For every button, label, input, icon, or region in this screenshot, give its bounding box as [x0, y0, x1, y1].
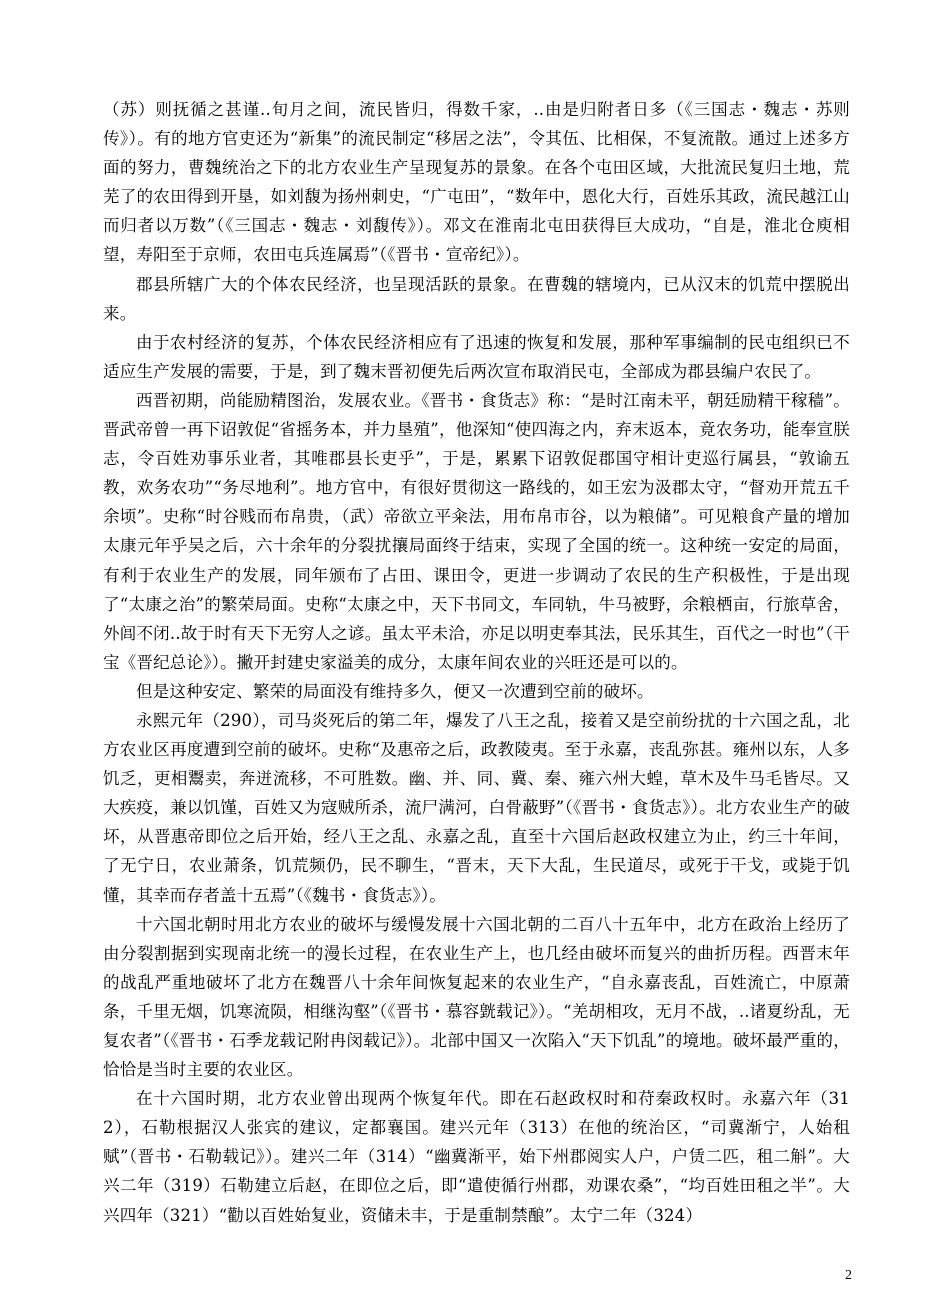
paragraph-1: （苏）则抚循之甚谨..旬月之间，流民皆归，得数千家，..由是归附者日多（《三国志・魏志・苏则传》）。有的地方官吏还为“新集”的流民制定“移居之法”，令其伍、比相保，不复流散。通过上述多方面的努力，曹魏统治之下的北方农业生产呈现复苏的景象。在各个屯田区域，大批流民复归土地，荒芜了的农田得到开垦，如刘馥为扬州刺史，“广屯田”，“数年中，恩化大行，百姓乐其政，流民越江山而归者以万数”（《三国志・魏志・刘馥传》）。邓文在淮南北屯田获得巨大成功，“自是，淮北仓庾相望，寿阳至于京师，农田屯兵连属焉”（《晋书・宣帝纪》）。 — [103, 100, 850, 265]
page-number: 2 — [845, 1268, 852, 1283]
paragraph-5: 但是这种安定、繁荣的局面没有维持多久，便又一次遭到空前的破坏。 — [136, 681, 654, 701]
paragraph-8: 在十六国时期，北方农业曾出现两个恢复年代。即在石赵政权时和苻秦政权时。永嘉六年（312），石勒根据汉人张宾的建议，定都襄国。建兴元年（313）在他的统治区，“司冀渐宁，人始租赋”（晋书・石勒载记》）。建兴二年（314）“幽冀渐平，始下州郡阅实人户，户赁二匹，租二斛”。大兴二年（319）石勒建立后赵，在即位之后，即“遣使循行州郡，劝课农桑”，“均百姓田租之半”。大兴四年（321）“勸以百姓始复业，资储未丰，于是重制禁酿”。太宁二年（324） — [103, 1089, 850, 1225]
paragraph-7: 十六国北朝时用北方农业的破坏与缓慢发展十六国北朝的二百八十五年中，北方在政治上经历了由分裂割据到实现南北统一的漫长过程，在农业生产上，也几经由破坏而复兴的曲折历程。西晋末年的战乱严重地破坏了北方在魏晋八十余年间恢复起来的农业生产，“自永嘉丧乱，百姓流亡，中原萧条，千里无烟，饥寒流陨，相继沟壑”（《晋书・慕容皝载记》）。“羌胡相攻，无月不战，..诸夏纷乱，无复农者”（《晋书・石季龙载记附冉闵载记》）。北部中国又一次陷入“天下饥乱”的境地。破坏最严重的，恰恰是当时主要的农业区。 — [103, 914, 850, 1080]
paragraph-6: 永熙元年（290），司马炎死后的第二年，爆发了八王之乱，接着又是空前纷扰的十六国之乱，北方农业区再度遭到空前的破坏。史称“及惠帝之后，政教陵夷。至于永嘉，丧乱弥甚。雍州以东，人多饥乏，更相鬻卖，奔迸流移，不可胜数。幽、并、同、冀、秦、雍六州大蝗，草木及牛马毛皆尽。又大疾疫，兼以饥馑，百姓又为寇贼所杀，流尸满河，白骨蔽野”（《晋书・食货志》）。北方农业生产的破坏，从晋惠帝即位之后开始，经八王之乱、永嘉之乱，直至十六国后赵政权建立为止，约三十年间，了无宁日，农业萧条，饥荒频仍，民不聊生，“晋末，天下大乱，生民道尽，或死于干戈，或毙于饥懂，其幸而存者盖十五焉”（《魏书・食货志》）。 — [103, 710, 850, 905]
paragraph-3: 由于农村经济的复苏，个体农民经济相应有了迅速的恢复和发展，那种军事编制的民屯组织已不适应生产发展的需要，于是，到了魏末晋初便先后两次宣布取消民屯，全部成为郡县编户农民了。 — [103, 332, 850, 381]
document-body — [103, 95, 850, 1230]
paragraph-2: 郡县所辖广大的个体农民经济，也呈现活跃的景象。在曹魏的辖境内，已从汉末的饥荒中摆脱出来。 — [103, 274, 850, 323]
paragraph-4: 西晋初期，尚能励精图治，发展农业。《晋书・食货志》称：“是时江南未平，朝廷励精干稼穑”。晋武帝曾一再下诏敦促“省摇务本，并力垦殖”，他深知“使四海之内，弃末返本，竟农务功，能奉宣朕志，令百姓劝事乐业者，其唯郡县长吏乎”，于是，累累下诏敦促郡国守相计吏巡行属县，“敦谕五教，欢务农功”“务尽地利”。地方官中，有很好贯彻这一路线的，如王宏为汲郡太守，“督劝开荒五千余顷”。史称“时谷贱而布帛贵，（武）帝欲立平籴法，用布帛市谷，以为粮储”。可见粮食产量的增加太康元年乎吴之后，六十余年的分裂扰攘局面终于结束，实现了全国的统一。这种统一安定的局面，有利于农业生产的发展，同年颁布了占田、课田令，更进一步调动了农民的生产积极性，于是出现了“太康之治”的繁荣局面。史称“太康之中，天下书同文，车同轨，牛马被野，余粮栖亩，行旅草舍，外闾不闭..故于时有天下无穷人之谚。虽太平未洽，亦足以明吏奉其法，民乐其生，百代之一时也”（干宝《晋纪总论》）。撇开封建史家溢美的成分，太康年间农业的兴旺还是可以的。 — [103, 390, 850, 672]
